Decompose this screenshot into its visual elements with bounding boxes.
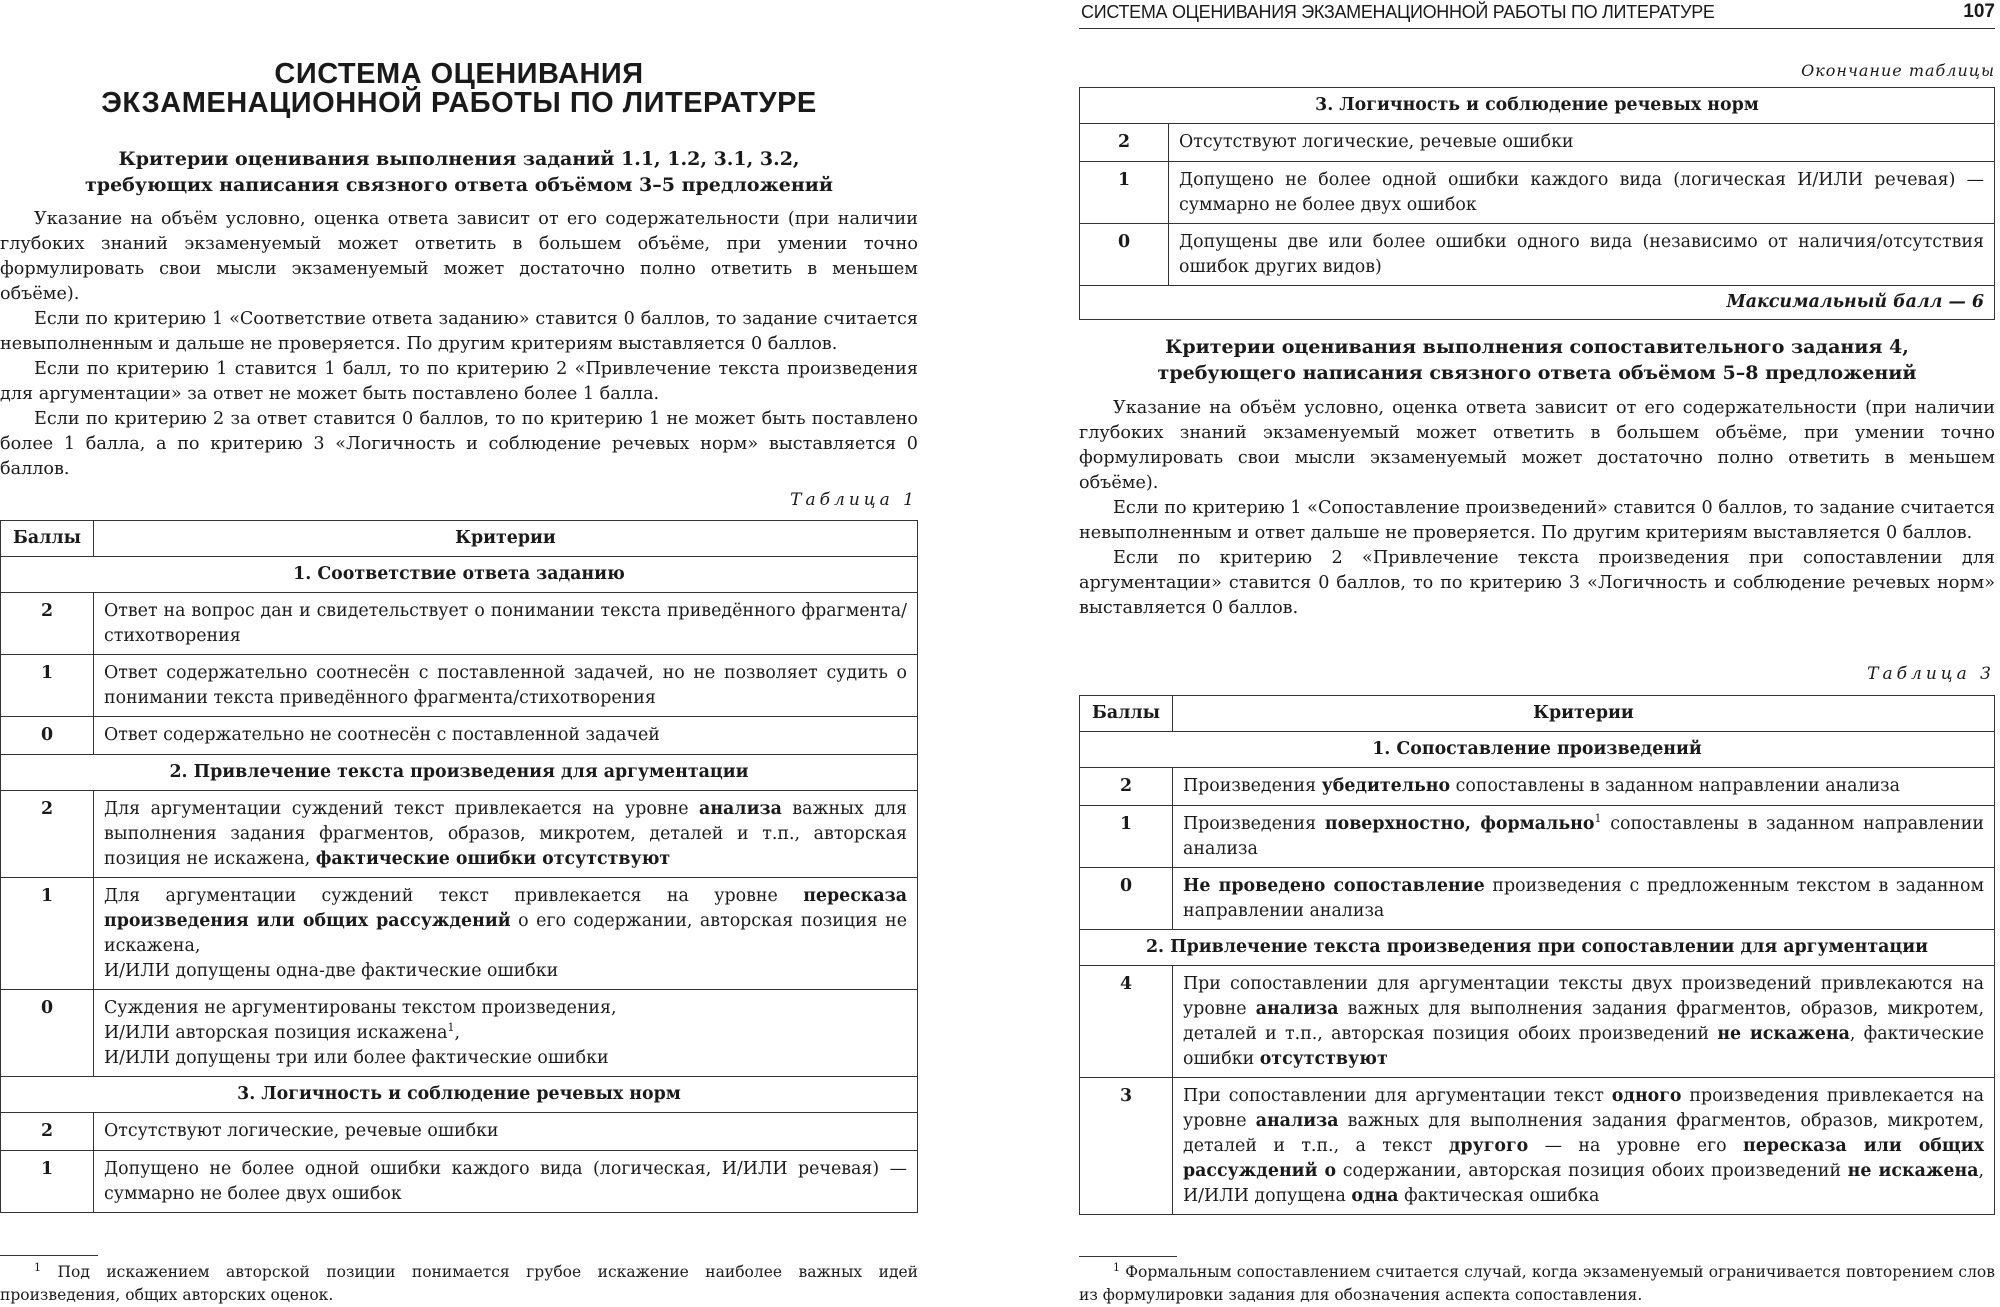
criterion-description [94, 1151, 918, 1213]
table-row [1080, 162, 1995, 224]
text-run: анализа [1255, 999, 1339, 1019]
text-run: не искажена [1847, 1161, 1979, 1181]
table-row [1080, 966, 1995, 1078]
text-run: пересказа или общих рассуждений о [1183, 1136, 1984, 1181]
section-heading [0, 146, 918, 198]
table-row [1, 878, 918, 990]
text-run: Не проведено сопоставление [1183, 876, 1485, 896]
criterion-description [94, 1113, 918, 1151]
text-run: содержании, авторская позиция обоих произведений [1336, 1161, 1848, 1181]
score-cell: 0 [1080, 868, 1173, 930]
max-score-row [1080, 286, 1995, 320]
text-run: важных для выполнения задания фрагментов, образов, микротем, деталей и т.п., авторская позиция не искажена, [104, 799, 907, 869]
score-cell: 2 [1, 593, 94, 655]
table-row [1080, 224, 1995, 286]
text-run: произведения с предложенным текстом в заданном направлении анализа [1183, 876, 1985, 921]
text-run: Ответ содержательно не соотнесён с поставленной задачей [104, 725, 660, 745]
text-run: важных для выполнения задания фрагментов, образов, микротем, деталей и т.п., а текст [1183, 1111, 1984, 1156]
criterion-title: 2. Привлечение текста произведения при сопоставлении для аргументации [1080, 930, 1995, 966]
text-run: фактические ошибки отсутствуют [315, 849, 671, 869]
score-cell: 1 [1, 1151, 94, 1213]
text-run: Произведения [1183, 814, 1325, 834]
text-run: другого [1448, 1136, 1529, 1156]
text-run: , И/ИЛИ допущена [1183, 1161, 1984, 1206]
title-line: СИСТЕМА ОЦЕНИВАНИЯ [274, 58, 644, 90]
criterion-title: 1. Соответствие ответа заданию [1, 557, 918, 593]
criterion-section-row [1, 755, 918, 791]
text-run: Для аргументации суждений текст привлекается на уровне [104, 886, 804, 906]
criterion-description [1169, 224, 1995, 286]
footnote-divider [1079, 1256, 1177, 1257]
text-run: сопоставлены в заданном направлении анализа [1450, 776, 1901, 796]
criterion-description [1173, 1078, 1995, 1215]
table-row [1080, 1078, 1995, 1215]
criterion-description [1173, 806, 1995, 868]
paragraph: Указание на объём условно, оценка ответа зависит от его содержательности (при наличии глубоких знаний экзаменуемый может ответить в большем объёме, при умении точно формулировать свои мысли экзаменуемый может достаточно полно ответить в меньшем объёме). [1079, 398, 1995, 493]
text-run: произведения привлекается на уровне [1183, 1086, 1984, 1131]
header-criteria: Критерии [94, 521, 918, 557]
running-header [1079, 0, 1995, 29]
table-header-row [1, 521, 918, 557]
text-run: Ответ на вопрос дан и свидетельствует о понимании текста приведённого фрагмента/стихотворения [104, 601, 907, 646]
table-label: Таблица 3 [1867, 664, 1995, 684]
footnote-text: Под искажением авторской позиции понимается грубое искажение наиболее важных идей произведения, общих авторских оценок. [0, 1263, 918, 1304]
table-row [1, 1113, 918, 1151]
footnote-divider [0, 1255, 98, 1256]
criteria-table-1-continued [1079, 87, 1995, 320]
text-run: , фактические ошибки [1183, 1024, 1984, 1069]
running-title: СИСТЕМА ОЦЕНИВАНИЯ ЭКЗАМЕНАЦИОННОЙ РАБОТЫ ПО ЛИТЕРАТУРЕ [1081, 2, 1715, 22]
text-run: Допущено не более одной ошибки каждого вида (логическая И/ИЛИ речевая) — суммарно не более двух ошибок [1179, 170, 1984, 215]
text-run: Для аргументации суждений текст привлекается на уровне [104, 799, 700, 819]
text-run: При сопоставлении для аргументации текст [1183, 1086, 1612, 1106]
text-run: одна [1351, 1186, 1399, 1206]
footnote-ref: 1 [447, 1021, 455, 1035]
table-row [1080, 768, 1995, 806]
score-cell: 2 [1, 791, 94, 878]
page-number: 107 [1963, 1, 1995, 22]
text-run: отсутствуют [1259, 1049, 1388, 1069]
score-cell: 3 [1080, 1078, 1173, 1215]
score-cell: 1 [1080, 162, 1169, 224]
table-row [1080, 124, 1995, 162]
text-run: одного [1611, 1086, 1682, 1106]
heading-line: Критерии оценивания выполнения сопоставительного задания 4, [1165, 336, 1909, 358]
text-run: Произведения [1183, 776, 1322, 796]
criterion-description [94, 593, 918, 655]
max-score: Максимальный балл — 6 [1080, 286, 1995, 320]
criterion-section-row [1080, 930, 1995, 966]
score-cell: 0 [1, 990, 94, 1077]
task4-paragraphs [1079, 396, 1995, 621]
paragraph: Если по критерию 1 «Соответствие ответа заданию» ставится 0 баллов, то задание считается невыполненным и дальше не проверяется. По другим критериям выставляется 0 баллов. [0, 309, 918, 354]
section-heading [1079, 334, 1995, 386]
footnote [0, 1261, 918, 1307]
paragraph: Указание на объём условно, оценка ответа зависит от его содержательности (при наличии глубоких знаний экзаменуемый может ответить в большем объёме, при умении точно формулировать свои мысли экзаменуемый может достаточно полно ответить в меньшем объёме). [0, 209, 918, 304]
text-run: сопоставлены в заданном направлении анализа [1183, 814, 1984, 859]
criterion-description [94, 990, 918, 1077]
criterion-section-row [1080, 732, 1995, 768]
text-run: Суждения не аргументированы текстом произведения, И/ИЛИ авторская позиция искажена [104, 998, 617, 1043]
score-cell: 4 [1080, 966, 1173, 1078]
text-run: убедительно [1321, 776, 1451, 796]
table-row [1, 1151, 918, 1213]
criteria-table-1 [0, 520, 918, 1213]
page-title [0, 60, 918, 118]
header-score: Баллы [1080, 696, 1173, 732]
footnote-text: Формальным сопоставлением считается случай, когда экзаменуемый ограничивается повторением слов из формулировки задания для обозначения аспекта сопоставления. [1079, 1263, 1995, 1304]
score-cell: 1 [1, 878, 94, 990]
criterion-section-row [1, 557, 918, 593]
score-cell: 2 [1080, 124, 1169, 162]
criterion-description [94, 655, 918, 717]
text-run: важных для выполнения задания фрагментов, образов, микротем, деталей и т.п., авторская позиция обоих произведений [1183, 999, 1984, 1044]
score-cell: 0 [1, 717, 94, 755]
score-cell: 1 [1, 655, 94, 717]
heading-line: требующих написания связного ответа объёмом 3–5 предложений [85, 174, 833, 196]
footnote-mark: 1 [1113, 1260, 1120, 1274]
footnote-ref: 1 [1594, 812, 1602, 826]
text-run: пересказа произведения или общих рассуждений [104, 886, 907, 931]
text-run: фактическая ошибка [1398, 1186, 1600, 1206]
table-row [1, 791, 918, 878]
paragraph: Если по критерию 1 «Сопоставление произведений» ставится 0 баллов, то задание считается невыполненным и ответ дальше не проверяется. По другим критериям выставляется 0 баллов. [1079, 498, 1995, 543]
table-row [1, 990, 918, 1077]
text-run: Отсутствуют логические, речевые ошибки [104, 1121, 499, 1141]
criterion-description [1169, 124, 1995, 162]
score-cell: 2 [1080, 768, 1173, 806]
paragraph: Если по критерию 2 «Привлечение текста произведения при сопоставлении для аргументации» ставится 0 баллов, то по критерию 3 «Логичность и соблюдение речевых норм» выставляется 0 баллов. [1079, 548, 1995, 618]
table-label: Таблица 1 [790, 490, 918, 510]
heading-line: требующего написания связного ответа объёмом 5–8 предложений [1157, 362, 1917, 384]
score-cell: 0 [1080, 224, 1169, 286]
text-run: Ответ содержательно соотнесён с поставленной задачей, но не позволяет судить о понимании текста приведённого фрагмента/стихотворения [104, 663, 907, 708]
intro-paragraphs [0, 207, 918, 482]
footnote-mark: 1 [34, 1260, 41, 1274]
paragraph: Если по критерию 1 ставится 1 балл, то по критерию 2 «Привлечение текста произведения для аргументации» за ответ не может быть поставлено более 1 балла. [0, 359, 918, 404]
text-run: поверхностно, формально [1324, 814, 1595, 834]
table-row [1080, 806, 1995, 868]
text-run: о его содержании, авторская позиция не искажена, И/ИЛИ допущены одна-две фактические ошибки [104, 911, 907, 981]
header-criteria: Критерии [1173, 696, 1995, 732]
criterion-description [94, 791, 918, 878]
text-run: При сопоставлении для аргументации тексты двух произведений привлекаются на уровне [1183, 974, 1984, 1019]
text-run: не искажена [1717, 1024, 1850, 1044]
table-continuation-label: Окончание таблицы [1801, 61, 1995, 80]
text-run: , И/ИЛИ допущены три или более фактические ошибки [104, 1023, 609, 1068]
criterion-description [94, 878, 918, 990]
criterion-description [94, 717, 918, 755]
table-row [1, 717, 918, 755]
text-run: Допущено не более одной ошибки каждого вида (логическая, И/ИЛИ речевая) — суммарно не более двух ошибок [104, 1159, 907, 1204]
text-run: Допущены две или более ошибки одного вида (независимо от наличия/отсутствия ошибок других видов) [1179, 232, 1984, 277]
score-cell: 1 [1080, 806, 1173, 868]
criterion-description [1173, 768, 1995, 806]
criterion-title: 1. Сопоставление произведений [1080, 732, 1995, 768]
table-row [1, 655, 918, 717]
footnote [1079, 1261, 1995, 1307]
criteria-table-3 [1079, 695, 1995, 1215]
header-score: Баллы [1, 521, 94, 557]
text-run: анализа [1255, 1111, 1339, 1131]
criterion-title: 3. Логичность и соблюдение речевых норм [1, 1077, 918, 1113]
text-run: Отсутствуют логические, речевые ошибки [1179, 132, 1574, 152]
text-run: анализа [699, 799, 782, 819]
criterion-title: 3. Логичность и соблюдение речевых норм [1080, 88, 1995, 124]
criterion-section-row [1080, 88, 1995, 124]
text-run: — на уровне его [1528, 1136, 1743, 1156]
heading-line: Критерии оценивания выполнения заданий 1.1, 1.2, 3.1, 3.2, [118, 148, 800, 170]
criterion-description [1169, 162, 1995, 224]
table-row [1, 593, 918, 655]
criterion-description [1173, 966, 1995, 1078]
criterion-section-row [1, 1077, 918, 1113]
score-cell: 2 [1, 1113, 94, 1151]
table-header-row [1080, 696, 1995, 732]
table-row [1080, 868, 1995, 930]
paragraph: Если по критерию 2 за ответ ставится 0 баллов, то по критерию 1 не может быть поставлено более 1 балла, а по критерию 3 «Логичность и соблюдение речевых норм» выставляется 0 баллов. [0, 409, 918, 479]
criterion-title: 2. Привлечение текста произведения для аргументации [1, 755, 918, 791]
title-line: ЭКЗАМЕНАЦИОННОЙ РАБОТЫ ПО ЛИТЕРАТУРЕ [101, 87, 817, 119]
criterion-description [1173, 868, 1995, 930]
